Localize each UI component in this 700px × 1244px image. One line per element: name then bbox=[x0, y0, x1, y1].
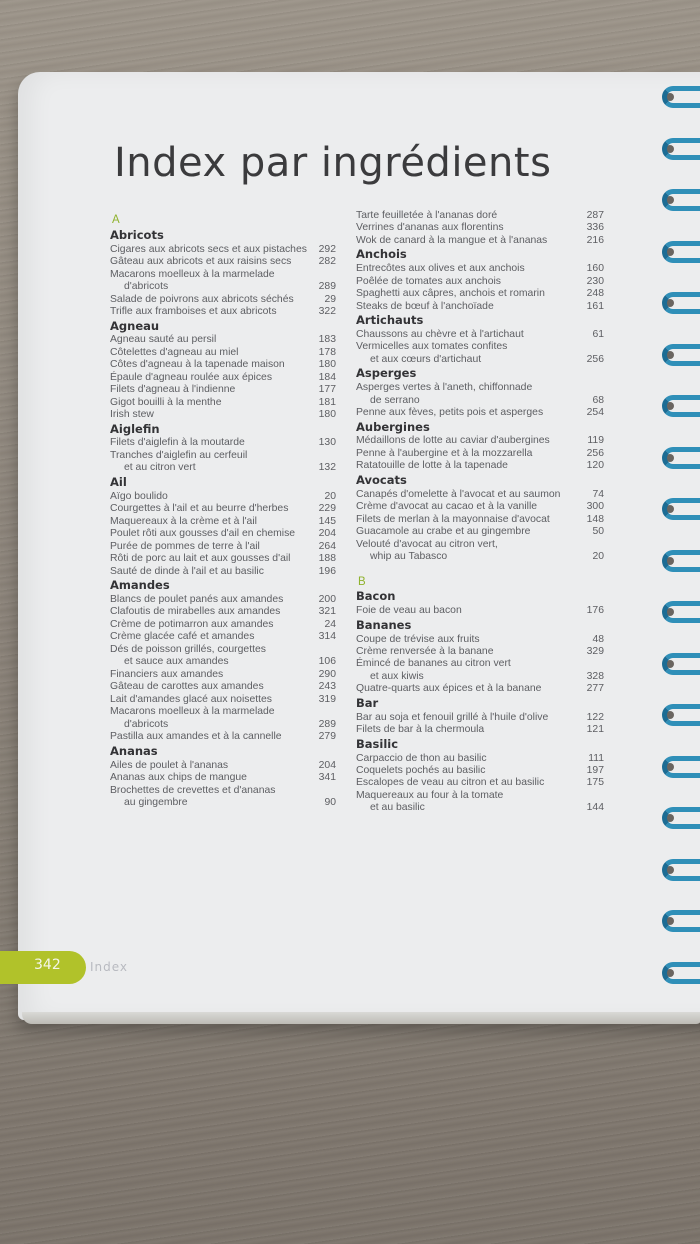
recipe-name: Spaghetti aux câpres, anchois et romarin bbox=[356, 288, 545, 300]
recipe-entry bbox=[110, 384, 336, 396]
spiral-ring-icon bbox=[662, 292, 700, 314]
page-ref: 197 bbox=[586, 764, 604, 776]
spiral-ring-icon bbox=[662, 962, 700, 984]
spiral-binding bbox=[652, 80, 700, 1010]
page-ref: 48 bbox=[592, 633, 604, 645]
recipe-name: Quatre-quarts aux épices et à la banane bbox=[356, 683, 542, 695]
recipe-name: Macarons moelleux à la marmelade bbox=[110, 268, 275, 280]
spiral-ring-icon bbox=[662, 189, 700, 211]
recipe-entry bbox=[110, 397, 336, 409]
recipe-entry bbox=[110, 566, 336, 578]
recipe-name: Canapés d'omelette à l'avocat et au saumon bbox=[356, 488, 561, 500]
recipe-entry bbox=[110, 294, 336, 306]
recipe-name: Velouté d'avocat au citron vert, bbox=[356, 538, 498, 550]
recipe-name: Purée de pommes de terre à l'ail bbox=[110, 540, 260, 552]
recipe-entry bbox=[356, 210, 604, 222]
recipe-name: au gingembre bbox=[124, 796, 188, 808]
recipe-name: Lait d'amandes glacé aux noisettes bbox=[110, 693, 272, 705]
recipe-entry bbox=[110, 694, 336, 706]
recipe-name: Verrines d'ananas aux florentins bbox=[356, 222, 504, 234]
recipe-entry bbox=[110, 409, 336, 421]
page-ref: 145 bbox=[318, 515, 336, 527]
recipe-name: Penne à l'aubergine et à la mozzarella bbox=[356, 447, 533, 459]
ingredient-heading: Basilic bbox=[356, 736, 399, 751]
ingredient-heading: Aiglefin bbox=[110, 421, 160, 436]
page-ref: 243 bbox=[318, 681, 336, 693]
spiral-ring-icon bbox=[662, 910, 700, 932]
spiral-ring-icon bbox=[662, 756, 700, 778]
recipe-entry bbox=[356, 288, 604, 300]
recipe-entry bbox=[356, 395, 604, 407]
index-column-left bbox=[110, 212, 336, 809]
recipe-name: Médaillons de lotte au caviar d'aubergines bbox=[356, 435, 550, 447]
recipe-name: Trifle aux framboises et aux abricots bbox=[110, 306, 277, 318]
recipe-entry bbox=[356, 222, 604, 234]
recipe-entry bbox=[356, 448, 604, 460]
recipe-name: Sauté de dinde à l'ail et au basilic bbox=[110, 565, 264, 577]
recipe-name: et aux cœurs d'artichaut bbox=[370, 353, 482, 365]
recipe-entry bbox=[356, 765, 604, 777]
page-ref: 188 bbox=[318, 553, 336, 565]
spiral-ring-icon bbox=[662, 86, 700, 108]
recipe-entry bbox=[356, 753, 604, 765]
recipe-entry bbox=[356, 724, 604, 736]
spiral-ring-icon bbox=[662, 395, 700, 417]
recipe-entry bbox=[356, 646, 604, 658]
recipe-name: Blancs de poulet panés aux amandes bbox=[110, 593, 284, 605]
recipe-name: Carpaccio de thon au basilic bbox=[356, 752, 487, 764]
recipe-entry bbox=[110, 491, 336, 503]
recipe-name: Foie de veau au bacon bbox=[356, 605, 462, 617]
ingredient-heading: Artichauts bbox=[356, 313, 424, 328]
spiral-ring-icon bbox=[662, 447, 700, 469]
recipe-name: Escalopes de veau au citron et au basilic bbox=[356, 777, 545, 789]
recipe-name: Financiers aux amandes bbox=[110, 668, 224, 680]
page-ref: 20 bbox=[324, 490, 336, 502]
page-ref: 282 bbox=[318, 256, 336, 268]
recipe-name: Poulet rôti aux gousses d'ail en chemise bbox=[110, 528, 296, 540]
ingredient-heading: Ananas bbox=[110, 743, 158, 758]
page-ref: 292 bbox=[318, 243, 336, 255]
recipe-entry bbox=[110, 347, 336, 359]
recipe-entry bbox=[356, 551, 604, 563]
recipe-entry bbox=[110, 450, 336, 462]
recipe-entry bbox=[356, 712, 604, 724]
page-number: 342 bbox=[34, 957, 61, 973]
page-ref: 180 bbox=[318, 359, 336, 371]
recipe-name: Maquereaux au four à la tomate bbox=[356, 789, 504, 801]
recipe-name: Filets d'agneau à l'indienne bbox=[110, 384, 236, 396]
spiral-ring-icon bbox=[662, 241, 700, 263]
page-ref: 319 bbox=[318, 693, 336, 705]
recipe-name: Tarte feuilletée à l'ananas doré bbox=[356, 210, 498, 221]
recipe-name: Maquereaux à la crème et à l'ail bbox=[110, 515, 257, 527]
ingredient-heading: Bar bbox=[356, 695, 379, 710]
ingredient-heading: Bananes bbox=[356, 617, 412, 632]
recipe-entry bbox=[356, 354, 604, 366]
recipe-entry bbox=[110, 772, 336, 784]
page-ref: 130 bbox=[318, 437, 336, 449]
recipe-entry bbox=[110, 606, 336, 618]
recipe-entry bbox=[110, 681, 336, 693]
recipe-entry bbox=[110, 785, 336, 797]
page-ref: 204 bbox=[318, 528, 336, 540]
page-ref: 329 bbox=[586, 646, 604, 657]
spiral-ring-icon bbox=[662, 138, 700, 160]
recipe-entry bbox=[356, 671, 604, 683]
recipe-name: Émincé de bananes au citron vert bbox=[356, 658, 511, 670]
page-ref: 204 bbox=[318, 759, 336, 771]
ingredient-heading: Anchois bbox=[356, 247, 407, 262]
page-ref: 322 bbox=[318, 306, 336, 318]
recipe-entry bbox=[110, 334, 336, 346]
recipe-name: Brochettes de crevettes et d'ananas bbox=[110, 784, 276, 796]
page-ref: 321 bbox=[318, 606, 336, 618]
page-ref: 106 bbox=[318, 656, 336, 668]
recipe-entry bbox=[110, 553, 336, 565]
ingredient-heading: Amandes bbox=[110, 578, 170, 593]
recipe-entry bbox=[110, 631, 336, 643]
recipe-name: Gâteau de carottes aux amandes bbox=[110, 681, 264, 693]
spiral-ring-icon bbox=[662, 601, 700, 623]
recipe-name: et au citron vert bbox=[124, 462, 196, 474]
recipe-entry bbox=[110, 541, 336, 553]
page-ref: 277 bbox=[586, 683, 604, 695]
page-ref: 74 bbox=[592, 488, 604, 500]
page-ref: 264 bbox=[318, 540, 336, 552]
page-ref: 254 bbox=[586, 407, 604, 419]
recipe-entry bbox=[110, 644, 336, 656]
recipe-name: Chaussons au chèvre et à l'artichaut bbox=[356, 328, 524, 340]
recipe-entry bbox=[110, 719, 336, 731]
recipe-entry bbox=[356, 514, 604, 526]
index-letter: A bbox=[112, 214, 120, 226]
ingredient-heading: Abricots bbox=[110, 227, 164, 242]
recipe-entry bbox=[356, 605, 604, 617]
page-ref: 300 bbox=[586, 501, 604, 513]
recipe-name: Aïgo boulido bbox=[110, 490, 168, 502]
page-ref: 279 bbox=[318, 731, 336, 743]
recipe-name: Macarons moelleux à la marmelade bbox=[110, 706, 275, 718]
recipe-entry bbox=[356, 539, 604, 551]
recipe-entry bbox=[110, 256, 336, 268]
page-ref: 90 bbox=[324, 796, 336, 808]
ingredient-heading: Aubergines bbox=[356, 419, 430, 434]
page-ref: 256 bbox=[586, 353, 604, 365]
recipe-entry bbox=[110, 516, 336, 528]
recipe-entry bbox=[356, 435, 604, 447]
page-ref: 200 bbox=[318, 593, 336, 605]
recipe-name: Courgettes à l'ail et au beurre d'herbes bbox=[110, 503, 289, 515]
spiral-ring-icon bbox=[662, 653, 700, 675]
page-ref: 180 bbox=[318, 409, 336, 421]
recipe-name: Coupe de trévise aux fruits bbox=[356, 633, 480, 645]
page-ref: 248 bbox=[586, 288, 604, 300]
spiral-ring-icon bbox=[662, 807, 700, 829]
recipe-name: Wok de canard à la mangue et à l'ananas bbox=[356, 234, 548, 246]
recipe-entry bbox=[356, 489, 604, 501]
page-ref: 176 bbox=[586, 605, 604, 617]
recipe-name: Crème d'avocat au cacao et à la vanille bbox=[356, 501, 538, 513]
index-letter: B bbox=[358, 575, 366, 588]
recipe-name: Asperges vertes à l'aneth, chiffonnade bbox=[356, 382, 533, 394]
page-ref: 121 bbox=[586, 724, 604, 736]
recipe-name: Pastilla aux amandes et à la cannelle bbox=[110, 731, 282, 743]
recipe-name: Dés de poisson grillés, courgettes bbox=[110, 643, 266, 655]
page-ref: 287 bbox=[586, 210, 604, 221]
page-ref: 29 bbox=[324, 293, 336, 305]
recipe-entry bbox=[356, 634, 604, 646]
recipe-entry bbox=[110, 528, 336, 540]
recipe-name: Côtelettes d'agneau au miel bbox=[110, 346, 239, 358]
recipe-entry bbox=[356, 341, 604, 353]
recipe-name: Coquelets pochés au basilic bbox=[356, 764, 486, 776]
spiral-ring-icon bbox=[662, 344, 700, 366]
page-ref: 177 bbox=[318, 384, 336, 396]
page-ref: 122 bbox=[586, 711, 604, 723]
recipe-entry bbox=[110, 359, 336, 371]
page-ref: 184 bbox=[318, 371, 336, 383]
ingredient-heading: Agneau bbox=[110, 318, 160, 333]
recipe-entry bbox=[110, 760, 336, 772]
recipe-name: Salade de poivrons aux abricots séchés bbox=[110, 293, 294, 305]
page-ref: 336 bbox=[586, 222, 604, 234]
recipe-entry bbox=[356, 790, 604, 802]
recipe-entry bbox=[110, 372, 336, 384]
recipe-name: et au basilic bbox=[370, 802, 425, 814]
recipe-entry bbox=[110, 437, 336, 449]
page-ref: 289 bbox=[318, 281, 336, 293]
recipe-name: Rôti de porc au lait et aux gousses d'ail bbox=[110, 553, 291, 565]
recipe-name: Filets d'aiglefin à la moutarde bbox=[110, 437, 245, 449]
recipe-name: Gigot bouilli à la menthe bbox=[110, 396, 222, 408]
recipe-entry bbox=[356, 658, 604, 670]
page-ref: 61 bbox=[592, 328, 604, 340]
recipe-entry bbox=[110, 594, 336, 606]
recipe-name: Bar au soja et fenouil grillé à l'huile d'olive bbox=[356, 711, 549, 723]
recipe-entry bbox=[356, 526, 604, 538]
page-ref: 50 bbox=[592, 526, 604, 538]
page-ref: 68 bbox=[592, 394, 604, 406]
recipe-name: d'abricots bbox=[124, 718, 169, 730]
ingredient-heading: Asperges bbox=[356, 366, 417, 381]
recipe-name: Ananas aux chips de mangue bbox=[110, 772, 247, 784]
recipe-name: Côtes d'agneau à la tapenade maison bbox=[110, 359, 285, 371]
page-ref: 132 bbox=[318, 462, 336, 474]
page-ref: 161 bbox=[586, 300, 604, 312]
page-ref: 119 bbox=[587, 435, 604, 447]
page-ref: 144 bbox=[586, 802, 604, 814]
page-ref: 181 bbox=[318, 396, 336, 408]
recipe-entry bbox=[110, 619, 336, 631]
page-ref: 196 bbox=[318, 565, 336, 577]
spiral-ring-icon bbox=[662, 498, 700, 520]
page-ref: 290 bbox=[318, 668, 336, 680]
recipe-entry bbox=[110, 656, 336, 668]
recipe-entry bbox=[110, 797, 336, 809]
recipe-entry bbox=[110, 669, 336, 681]
recipe-name: d'abricots bbox=[124, 281, 169, 293]
recipe-name: Steaks de bœuf à l'anchoïade bbox=[356, 300, 494, 312]
recipe-entry bbox=[110, 462, 336, 474]
recipe-name: Ratatouille de lotte à la tapenade bbox=[356, 460, 508, 472]
recipe-name: Entrecôtes aux olives et aux anchois bbox=[356, 263, 525, 275]
page-ref: 328 bbox=[586, 670, 604, 682]
recipe-name: Filets de merlan à la mayonnaise d'avocat bbox=[356, 513, 550, 525]
section-label: Index bbox=[90, 960, 129, 974]
recipe-entry bbox=[356, 329, 604, 341]
recipe-name: Irish stew bbox=[110, 409, 154, 421]
spiral-ring-icon bbox=[662, 859, 700, 881]
recipe-name: Clafoutis de mirabelles aux amandes bbox=[110, 606, 281, 618]
page-stack-edge bbox=[22, 1012, 700, 1024]
page-ref: 314 bbox=[318, 631, 336, 643]
recipe-name: Tranches d'aiglefin au cerfeuil bbox=[110, 449, 248, 461]
page-ref: 341 bbox=[318, 772, 336, 784]
page-ref: 178 bbox=[318, 346, 336, 358]
page-title: Index par ingrédients bbox=[114, 140, 552, 186]
recipe-entry bbox=[110, 281, 336, 293]
page-ref: 175 bbox=[586, 777, 604, 789]
page-ref: 111 bbox=[588, 752, 604, 764]
page-ref: 160 bbox=[586, 263, 604, 275]
recipe-entry bbox=[356, 276, 604, 288]
spiral-ring-icon bbox=[662, 704, 700, 726]
recipe-name: Ailes de poulet à l'ananas bbox=[110, 759, 229, 771]
page-ref: 148 bbox=[586, 513, 604, 525]
recipe-name: Cigares aux abricots secs et aux pistaches bbox=[110, 243, 307, 255]
recipe-entry bbox=[356, 501, 604, 513]
recipe-entry bbox=[110, 503, 336, 515]
page-ref: 216 bbox=[586, 234, 604, 246]
ingredient-heading: Ail bbox=[110, 474, 127, 489]
recipe-entry bbox=[110, 269, 336, 281]
recipe-entry bbox=[356, 460, 604, 472]
page-ref: 24 bbox=[324, 618, 336, 630]
recipe-name: de serrano bbox=[370, 394, 420, 406]
page-ref: 256 bbox=[586, 447, 604, 459]
recipe-entry bbox=[356, 777, 604, 789]
recipe-entry bbox=[356, 263, 604, 275]
page-ref: 20 bbox=[592, 551, 604, 563]
recipe-name: Filets de bar à la chermoula bbox=[356, 724, 485, 736]
recipe-name: Crème renversée à la banane bbox=[356, 646, 494, 657]
recipe-name: Crème glacée café et amandes bbox=[110, 631, 255, 643]
recipe-entry bbox=[356, 407, 604, 419]
spiral-ring-icon bbox=[662, 550, 700, 572]
page-ref: 183 bbox=[318, 334, 336, 346]
recipe-name: et aux kiwis bbox=[370, 670, 424, 682]
recipe-entry bbox=[110, 306, 336, 318]
recipe-entry bbox=[356, 802, 604, 814]
recipe-name: Gâteau aux abricots et aux raisins secs bbox=[110, 256, 292, 268]
recipe-name: Vermicelles aux tomates confites bbox=[356, 341, 508, 353]
page-ref: 289 bbox=[318, 718, 336, 730]
recipe-name: Penne aux fèves, petits pois et asperges bbox=[356, 407, 544, 419]
recipe-entry bbox=[356, 683, 604, 695]
recipe-entry bbox=[110, 731, 336, 743]
recipe-name: et sauce aux amandes bbox=[124, 656, 229, 668]
page-ref: 120 bbox=[586, 460, 604, 472]
index-column-right bbox=[356, 210, 604, 815]
recipe-entry bbox=[110, 244, 336, 256]
recipe-entry bbox=[110, 706, 336, 718]
recipe-entry bbox=[356, 382, 604, 394]
recipe-name: Agneau sauté au persil bbox=[110, 334, 217, 346]
page-ref: 229 bbox=[318, 503, 336, 515]
recipe-name: Guacamole au crabe et au gingembre bbox=[356, 526, 531, 538]
page-ref: 230 bbox=[586, 275, 604, 287]
recipe-name: Poêlée de tomates aux anchois bbox=[356, 275, 501, 287]
recipe-name: Épaule d'agneau roulée aux épices bbox=[110, 371, 273, 383]
ingredient-heading: Bacon bbox=[356, 589, 396, 604]
recipe-name: Crème de potimarron aux amandes bbox=[110, 618, 274, 630]
recipe-entry bbox=[356, 301, 604, 313]
recipe-name: whip au Tabasco bbox=[370, 551, 448, 563]
recipe-entry bbox=[356, 235, 604, 247]
ingredient-heading: Avocats bbox=[356, 472, 407, 487]
